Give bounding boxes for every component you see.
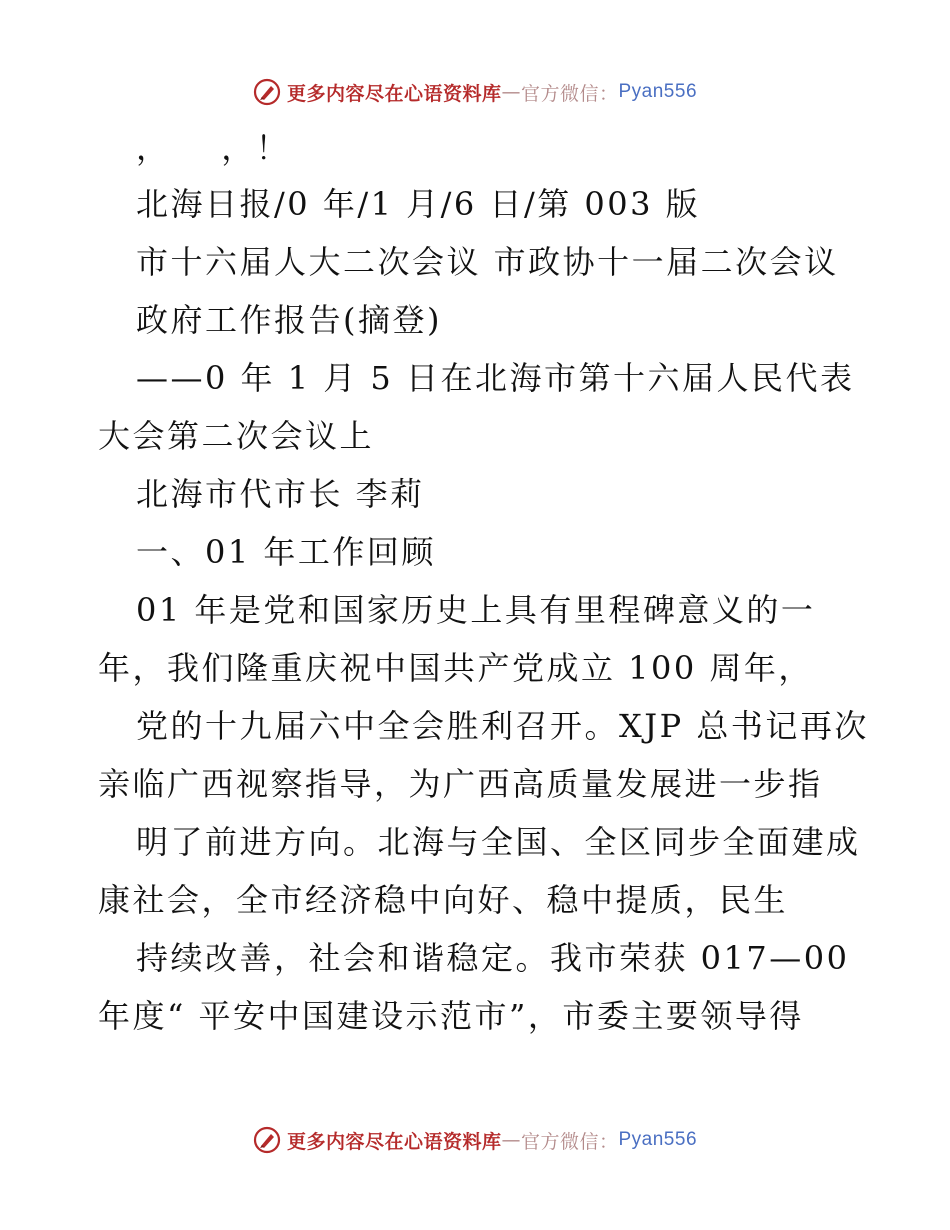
- section-heading: 一、01 年工作回顾: [136, 533, 436, 571]
- paragraph-line: 党的十九届六中全会胜利召开。XJP 总书记再次: [136, 707, 869, 745]
- paragraph-line: 年，我们隆重庆祝中国共产党成立 100 周年，: [98, 649, 813, 687]
- paragraph-line: 亲临广西视察指导，为广西高质量发展进一步指: [98, 765, 823, 803]
- paragraph-line: 持续改善，社会和谐稳定。我市荣获 017—00: [136, 939, 850, 977]
- report-title: 政府工作报告(摘登): [136, 301, 442, 339]
- report-subtitle: ——0 年 1 月 5 日在北海市第十六届人民代表: [136, 359, 855, 397]
- watermark-account: Pyan556: [618, 81, 698, 102]
- source-line: 北海日报/0 年/1 月/6 日/第 003 版: [136, 185, 701, 223]
- watermark-header: [0, 72, 950, 112]
- watermark-dash: —: [501, 1129, 521, 1151]
- watermark-dash: —: [501, 81, 521, 103]
- punctuation-line: ， ，！: [136, 129, 291, 167]
- watermark-footer: [0, 1120, 950, 1160]
- watermark-label: 官方微信：: [520, 82, 619, 105]
- report-subtitle-cont: 大会第二次会议上: [98, 417, 375, 455]
- watermark-prefix: 更多内容尽在心语资料库: [286, 1130, 502, 1153]
- paragraph-line: 01 年是党和国家历史上具有里程碑意义的一: [136, 591, 816, 629]
- paragraph-line: 明了前进方向。北海与全国、全区同步全面建成: [136, 823, 861, 861]
- paragraph-line: 康社会，全市经济稳中向好、稳中提质，民生: [98, 881, 789, 919]
- watermark-account: Pyan556: [618, 1129, 698, 1150]
- author-line: 北海市代市长 李莉: [136, 475, 425, 513]
- watermark-label: 官方微信：: [520, 1130, 619, 1153]
- watermark-prefix: 更多内容尽在心语资料库: [286, 82, 502, 105]
- pen-in-circle-icon: [253, 78, 281, 106]
- paragraph-line: 年度“ 平安中国建设示范市”，市委主要领导得: [98, 997, 804, 1035]
- meeting-title: 市十六届人大二次会议 市政协十一届二次会议: [136, 243, 839, 281]
- pen-in-circle-icon: [253, 1126, 281, 1154]
